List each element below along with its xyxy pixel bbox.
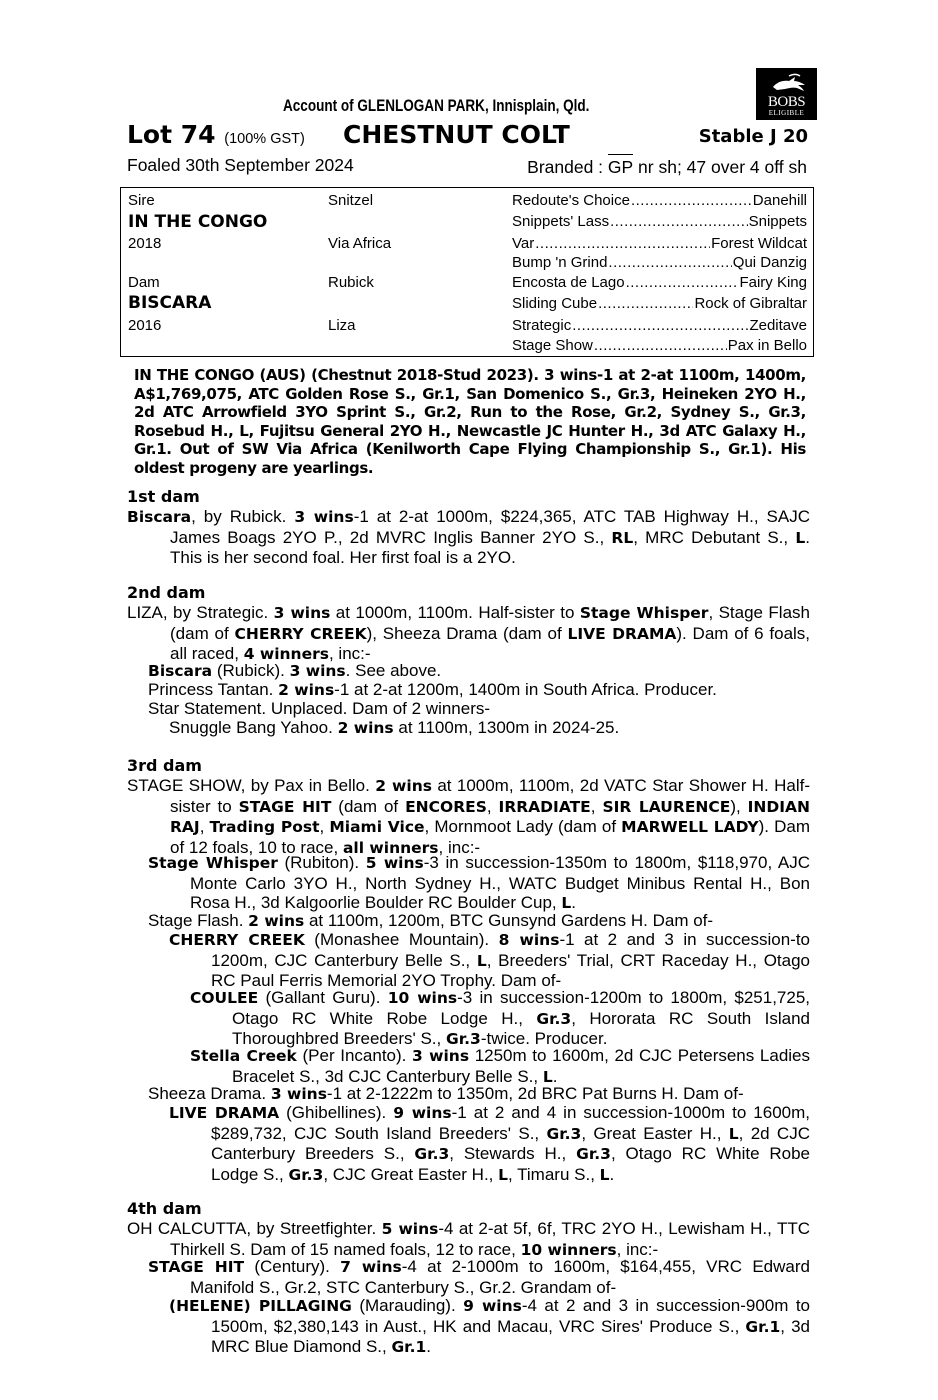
logo-subtext: ELIGIBLE — [768, 109, 805, 117]
text: at 1000m, 1100m. Half-sister to — [330, 603, 580, 622]
text: , Great Easter H., — [581, 1123, 729, 1143]
sire-name: IN THE CONGO — [128, 212, 268, 232]
wins: 3 wins — [289, 662, 346, 680]
fourth-dam-heading: 4th dam — [127, 1199, 202, 1218]
text: . — [571, 893, 576, 912]
brand-mark: GP — [607, 157, 634, 177]
leader-dots — [610, 213, 748, 230]
progeny-entry — [148, 1084, 810, 1105]
wins: 9 wins — [393, 1104, 452, 1122]
horse-name: LIVE DRAMA — [169, 1104, 280, 1122]
dam-year: 2016 — [128, 317, 162, 334]
text: , 3d MRC Blue Diamond S., — [211, 1316, 811, 1356]
text: (Century). — [244, 1257, 341, 1276]
ancestor: Encosta de Lago — [512, 274, 625, 291]
wins: 9 wins — [463, 1297, 522, 1315]
progeny-entry — [148, 1257, 810, 1297]
ancestor-sire: Zeditave — [749, 317, 807, 334]
grand-progeny-entry — [169, 930, 810, 991]
ancestor-sire: Snippets — [748, 213, 807, 230]
leader-dots — [598, 295, 693, 312]
ancestor: Redoute's Choice — [512, 192, 630, 209]
text: , 2d CJC Canterbury Breeders S., — [211, 1123, 810, 1163]
text: , by Rubick. — [191, 507, 295, 526]
lot-header — [127, 120, 810, 152]
text: Snuggle Bang Yahoo. — [169, 718, 338, 737]
race-grade: Gr.3 — [288, 1165, 324, 1184]
vendor-account: Account of GLENLOGAN PARK, Innisplain, Qld. — [283, 97, 590, 115]
text: at 1100m, 1200m, BTC Gunsynd Gardens H. Dam of- — [304, 911, 714, 930]
ancestor: Bump 'n Grind — [512, 254, 608, 271]
ancestor: Sliding Cube — [512, 295, 598, 312]
text: Stage Flash. — [148, 911, 249, 930]
text: -1 at 2-1222m to 1350m, 2d BRC Pat Burns H. Dam of- — [326, 1084, 744, 1103]
wins: 3 wins — [412, 1047, 470, 1065]
race-grade: L — [728, 1124, 739, 1143]
text: (Rubiton). — [277, 853, 366, 872]
pedigree-table — [120, 187, 814, 357]
bobs-eligible-logo — [756, 68, 817, 120]
leader-dots — [631, 192, 752, 209]
race-grade: RL — [611, 528, 634, 547]
branded-suffix: nr sh; 47 over 4 off sh — [633, 157, 807, 177]
race-grade: Gr.3 — [576, 1145, 611, 1163]
text: (Per Incanto). — [296, 1046, 413, 1065]
race-grade: Gr.3 — [546, 1124, 582, 1143]
lot-title: CHESTNUT COLT — [343, 120, 570, 149]
sire-summary: IN THE CONGO (AUS) (Chestnut 2018-Stud 2023). 3 wins-1 at 2-at 1100m, 1400m, A$1,769,075, ATC Golden Rose S., Gr.1, San Domenico S., Gr.3, Heineken 2YO H., 2d ATC Arrowfield 3YO Sprint S., Gr.2, Run to the Rose, Gr.2, Sydney S., Gr.3, Rosebud H., L, Fujitsu General 2YO H., Newcastle JC Hunter H., 3d ATC Galaxy H., Gr.1. Out of SW Via Africa (Kenilworth Cape Flying Championship S., Gr.1). His oldest progeny are yearlings. — [134, 366, 806, 477]
text: Star Statement. Unplaced. Dam of 2 winners- — [148, 699, 491, 718]
horse-name: Stage Whisper — [579, 604, 709, 622]
wins: 7 wins — [340, 1258, 402, 1276]
text: LIZA, by Strategic. — [127, 603, 274, 622]
ancestor: Snippets' Lass — [512, 213, 610, 230]
text: at 1100m, 1300m in 2024-25. — [393, 718, 620, 737]
third-gen-row — [512, 337, 807, 354]
third-gen-row — [512, 295, 807, 312]
gst-note: (100% GST) — [224, 131, 305, 147]
text: -1 at 2-at 1200m, 1400m in South Africa. Producer. — [334, 680, 717, 699]
third-dam-entry — [127, 776, 810, 858]
leader-dots — [608, 254, 731, 271]
fourth-dam-entry — [127, 1219, 810, 1260]
progeny-entry — [148, 853, 810, 914]
horse-name: INDIAN RAJ — [170, 797, 810, 836]
wins: 2 wins — [248, 912, 305, 930]
horse-name: CHERRY CREEK — [169, 931, 305, 949]
ancestor-sire: Forest Wildcat — [711, 235, 807, 252]
race-grade: Gr.3 — [536, 1009, 572, 1028]
text: STAGE SHOW, by Pax in Bello. — [127, 776, 376, 795]
text: . This is her second foal. Her first foal is a 2YO. — [170, 527, 810, 567]
ancestor-sire: Danehill — [752, 192, 807, 209]
leader-dots — [594, 337, 727, 354]
winners: all winners — [342, 838, 439, 857]
dam-sire: Rubick — [328, 274, 374, 291]
wins: 2 wins — [337, 719, 394, 737]
text: Princess Tantan. — [148, 680, 279, 699]
progeny-entry — [148, 661, 810, 682]
first-dam-heading: 1st dam — [127, 487, 200, 506]
third-dam-heading: 3rd dam — [127, 756, 202, 775]
dam-label: Dam — [128, 274, 160, 291]
horse-name: STAGE HIT — [238, 797, 332, 816]
wins: 2 wins — [375, 777, 432, 795]
race-grade: L — [561, 894, 572, 912]
text: (dam of — [331, 796, 406, 816]
horse-name: Stage Whisper — [148, 854, 278, 872]
text: -4 at 2-at 5f, 6f, TRC 2YO H., Lewisham H., TTC Thirkell S. Dam of 15 named foals, 12 to race, — [170, 1219, 810, 1259]
great-grand-progeny-entry — [190, 1046, 810, 1087]
text: ), Sheeza Drama (dam of — [366, 623, 568, 643]
ancestor: Var — [512, 235, 535, 252]
grand-progeny-entry — [169, 1103, 810, 1185]
text: . See above. — [345, 661, 442, 680]
text: 1250m to 1600m, 2d CJC Petersens Ladies Bracelet S., 3d CJC Canterbury Belle S., — [232, 1046, 811, 1086]
third-gen-row — [512, 213, 807, 230]
horse-name: LIVE DRAMA — [567, 624, 677, 643]
second-dam-entry — [127, 603, 810, 665]
grand-progeny-entry — [169, 718, 810, 739]
sire-year: 2018 — [128, 235, 162, 252]
sire-sire: Snitzel — [328, 192, 374, 209]
text: , — [486, 796, 499, 816]
ancestor: Strategic — [512, 317, 572, 334]
branded-prefix: Branded : — [527, 157, 608, 177]
horse-name: Miami Vice — [329, 818, 425, 836]
leader-dots — [535, 235, 710, 252]
text: at 1000m, 1100m, 2d VATC Star Shower H. Half-sister to — [170, 776, 811, 816]
text: . — [609, 1164, 615, 1184]
grand-progeny-entry — [169, 1296, 810, 1358]
text: , inc:- — [438, 837, 481, 857]
first-dam-entry — [127, 507, 810, 568]
text: , inc:- — [328, 644, 371, 663]
horse-name: STAGE HIT — [148, 1258, 245, 1276]
text: , inc:- — [616, 1239, 659, 1259]
horse-name: Biscara — [127, 508, 192, 526]
text: , MRC Debutant S., — [633, 527, 796, 547]
lot-number — [127, 120, 305, 149]
horse-name: CHERRY CREEK — [234, 624, 367, 643]
horse-name: Trading Post — [209, 818, 320, 836]
ancestor: Stage Show — [512, 337, 593, 354]
third-gen-row — [512, 235, 807, 252]
ancestor-sire: Fairy King — [739, 274, 807, 291]
text: (Monashee Mountain). — [304, 930, 499, 949]
wins: 8 wins — [498, 931, 560, 949]
great-grand-progeny-entry — [190, 988, 810, 1050]
text: -4 at 2-1000m to 1600m, $164,455, VRC Edward Manifold S., Gr.2, STC Canterbury S., Gr.2. Grandam of- — [190, 1257, 810, 1297]
horse-name: IRRADIATE — [498, 797, 591, 816]
race-grade: Gr.1 — [745, 1317, 781, 1336]
wins: 5 wins — [365, 854, 424, 872]
text: -1 at 2 and 3 in succession-to 1200m, CJC Canterbury Belle S., — [211, 930, 810, 970]
ancestor-sire: Rock of Gibraltar — [694, 295, 807, 312]
race-grade: L — [795, 528, 806, 547]
wins: 3 wins — [294, 508, 354, 526]
progeny-entry — [148, 699, 810, 719]
text: (Ghibellines). — [279, 1103, 394, 1122]
wins: 3 wins — [273, 604, 331, 622]
text: , Stewards H., — [449, 1144, 577, 1163]
text: . — [426, 1337, 432, 1356]
wins: 2 wins — [278, 681, 335, 699]
horse-name: Biscara — [148, 662, 213, 680]
ancestor-sire: Qui Danzig — [732, 254, 807, 271]
text: (Rubick). — [212, 661, 290, 680]
horse-name: SIR LAURENCE — [602, 797, 731, 816]
lot-label: Lot 74 — [127, 120, 216, 149]
horse-name: ENCORES — [405, 797, 487, 816]
text: , CJC Great Easter H., — [323, 1164, 499, 1184]
text: -3 in succession-1350m to 1800m, $118,970, AJC Monte Carlo 3YO H., North Sydney H., WATC Budget Minibus Rental H., Bon Rosa H., 3d Kalgoorlie Boulder RC Boulder Cup, — [190, 853, 810, 912]
wins: 5 wins — [381, 1220, 439, 1238]
third-gen-row — [512, 192, 807, 209]
third-gen-row — [512, 317, 807, 334]
text: . — [552, 1066, 558, 1086]
leader-dots — [572, 317, 748, 334]
text: , Stage Flash (dam of — [170, 603, 810, 643]
text: -1 at 2-at 1000m, $224,365, ATC TAB Highway H., SAJC James Boags 2YO P., 2d MVRC Inglis Banner 2YO S., — [170, 507, 810, 547]
text: , Timaru S., — [508, 1164, 600, 1184]
second-dam-heading: 2nd dam — [127, 583, 206, 602]
foaled-date: Foaled 30th September 2024 — [127, 155, 354, 175]
text: OH CALCUTTA, by Streetfighter. — [127, 1219, 382, 1238]
text: ). Dam of 12 foals, 10 to race, — [170, 817, 810, 857]
sire-label: Sire — [128, 192, 155, 209]
wins: 10 wins — [387, 989, 458, 1007]
race-grade: L — [476, 951, 487, 970]
dam-dam: Liza — [328, 317, 356, 334]
ancestor-sire: Pax in Bello — [727, 337, 807, 354]
race-grade: Gr.1 — [391, 1338, 427, 1356]
horse-name: COULEE — [190, 989, 259, 1007]
horse-name: MARWELL LADY — [621, 818, 759, 836]
text: -1 at 2 and 4 in succession-1000m to 1600m, $289,732, CJC South Island Breeders' S., — [211, 1103, 811, 1143]
progeny-entry — [148, 911, 810, 932]
sire-dam: Via Africa — [328, 235, 392, 252]
text: , Breeders' Trial, CRT Raceday H., Otago RC Paul Ferris Memorial 2YO Trophy. Dam of- — [211, 950, 811, 990]
horse-name: Stella Creek — [190, 1047, 297, 1065]
horse-name: (HELENE) PILLAGING — [169, 1297, 352, 1315]
leader-dots — [626, 274, 739, 291]
text: , Otago RC White Robe Lodge S., — [211, 1144, 811, 1184]
horse-head-icon — [767, 73, 807, 95]
race-grade: L — [542, 1067, 553, 1086]
text: , — [590, 796, 603, 816]
third-gen-row — [512, 274, 807, 291]
winners: 4 winners — [243, 645, 329, 663]
text: (Gallant Guru). — [258, 988, 388, 1007]
text: , — [319, 817, 330, 836]
text: , Mornmoot Lady (dam of — [424, 817, 622, 836]
dam-name: BISCARA — [128, 293, 212, 313]
race-grade: Gr.3 — [445, 1030, 481, 1048]
text: -4 at 2 and 3 in succession-900m to 1500m, $2,380,143 in Aust., HK and Macau, VRC Sires' Produce S., — [211, 1296, 810, 1336]
wins: 3 wins — [270, 1085, 327, 1103]
text: -twice. Producer. — [480, 1029, 608, 1048]
text: ). Dam of 6 foals, all raced, — [170, 623, 811, 663]
race-grade: Gr.3 — [414, 1145, 450, 1163]
logo-text: BOBS — [767, 94, 806, 110]
text: -3 in succession-1200m to 1800m, $251,725, Otago RC White Robe Lodge H., — [232, 988, 811, 1028]
race-grade: L — [498, 1165, 509, 1184]
text: (Marauding). — [351, 1296, 464, 1315]
text: , — [199, 817, 210, 836]
progeny-entry — [148, 680, 810, 701]
stable-label: Stable J 20 — [698, 126, 808, 147]
text: ), — [730, 796, 748, 816]
winners: 10 winners — [520, 1240, 617, 1259]
race-grade: L — [599, 1165, 610, 1184]
third-gen-row — [512, 254, 807, 271]
brand-info — [527, 155, 807, 178]
text: Sheeza Drama. — [148, 1084, 271, 1103]
text: , Hororata RC South Island Thoroughbred Breeders' S., — [232, 1008, 811, 1048]
